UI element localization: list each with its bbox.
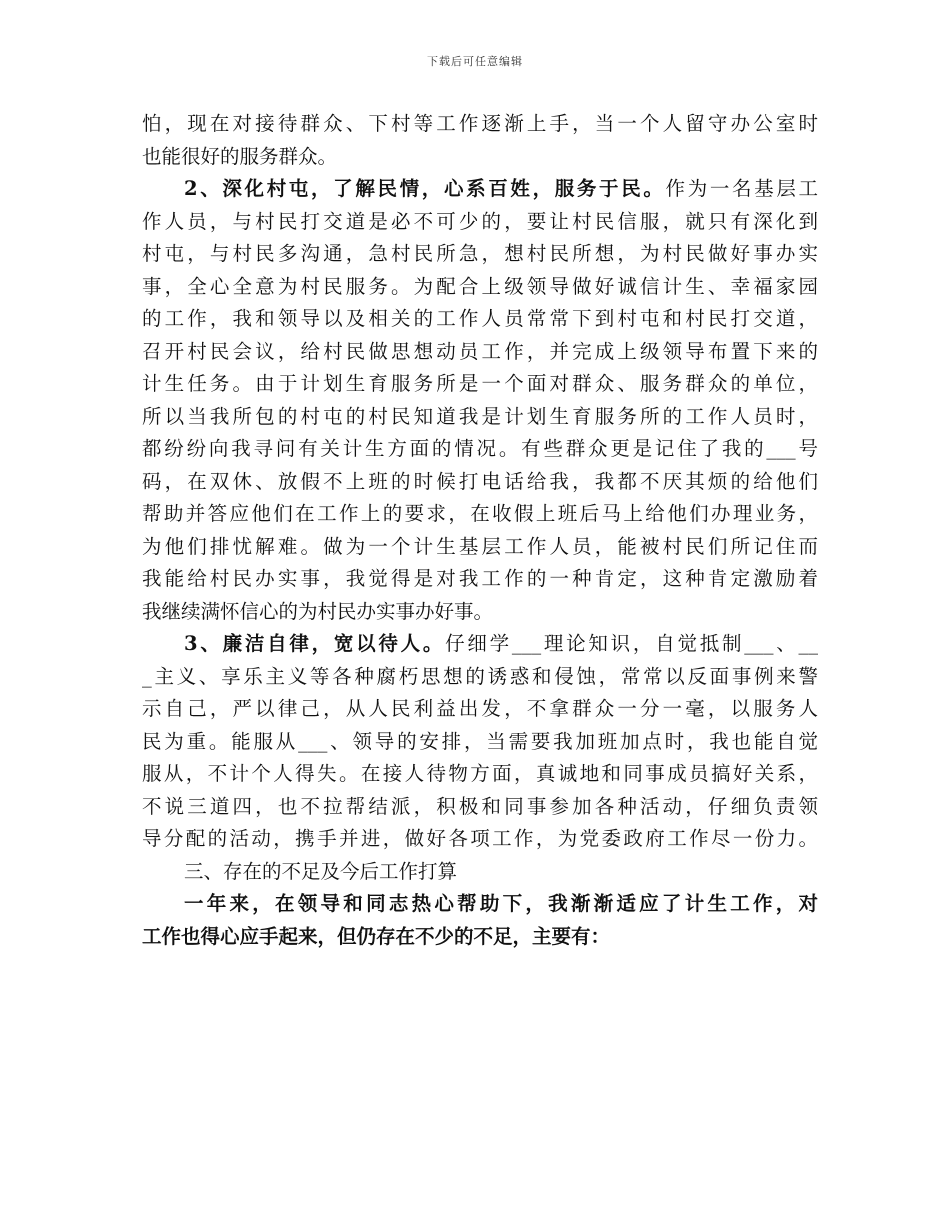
text-line: [142, 596, 818, 629]
text-line: [142, 531, 818, 564]
body-text: 不说三道四，也不拉帮结派，积极和同事参加各种活动，仔细负责领: [142, 794, 818, 818]
body-text: 召开村民会议，给村民做思想动员工作，并完成上级领导布置下来的: [142, 339, 818, 363]
body-text: 作为一名基层工: [665, 177, 818, 200]
text-line: [142, 108, 818, 141]
text-line: [142, 303, 818, 336]
body-text: 仔细学___理论知识，自觉抵制___、__: [445, 632, 818, 655]
body-text: 事，全心全意为村民服务。为配合上级领导做好诚信计生、幸福家园: [142, 274, 818, 298]
text-line: [142, 206, 818, 239]
body-text: 怕，现在对接待群众、下村等工作逐渐上手，当一个人留守办公室时: [142, 112, 818, 135]
body-text: 所以当我所包的村屯的村民知道我是计划生育服务所的工作人员时，: [142, 404, 818, 428]
body-text: 作人员，与村民打交道是必不可少的，要让村民信服，就只有深化到: [142, 209, 818, 233]
body-text: 码，在双休、放假不上班的时候打电话给我，我都不厌其烦的给他们: [142, 469, 818, 493]
body-text: 导分配的活动，携手并进，做好各项工作，为党委政府工作尽一份力。: [142, 827, 818, 850]
body-text: 都纷纷向我寻问有关计生方面的情况。有些群众更是记住了我的___号: [142, 437, 818, 460]
body-text: 服从，不计个人得失。在接人待物方面，真诚地和同事成员搞好关系，: [142, 762, 818, 785]
text-line: [142, 563, 818, 596]
text-line: [142, 401, 818, 434]
bold-lead-text: 2、深化村屯，了解民情，心系百姓，服务于民。: [184, 177, 666, 200]
body-text: 也能很好的服务群众。: [142, 144, 338, 168]
body-text: 我继续满怀信心的为村民办实事办好事。: [142, 599, 494, 623]
body-text: 村屯，与村民多沟通，急村民所急，想村民所想，为村民做好事办实: [142, 242, 818, 265]
body-text: 三、存在的不足及今后工作打算: [184, 859, 458, 883]
text-line: [142, 141, 818, 174]
body-text: 帮助并答应他们在工作上的要求，在收假上班后马上给他们办理业务，: [142, 502, 818, 525]
text-line: [142, 856, 818, 889]
body-text: 计生任务。由于计划生育服务所是一个面对群众、服务群众的单位，: [142, 372, 818, 395]
text-line: [142, 466, 818, 499]
text-line: [142, 498, 818, 531]
body-text: 示自己，严以律己，从人民利益出发，不拿群众一分一毫，以服务人: [142, 697, 818, 720]
body-text: 我能给村民办实事，我觉得是对我工作的一种肯定，这种肯定激励着: [142, 567, 818, 590]
text-line: [142, 823, 818, 856]
text-line: [142, 661, 818, 694]
text-line: [142, 368, 818, 401]
body-text: 的工作，我和领导以及相关的工作人员常常下到村屯和村民打交道，: [142, 307, 818, 330]
text-line: [142, 433, 818, 466]
page-header-note: 下载后可任意编辑: [427, 55, 523, 68]
text-line: [142, 271, 818, 304]
text-line: [142, 921, 818, 954]
body-text: 为他们排忧解难。做为一个计生基层工作人员，能被村民们所记住而: [142, 534, 818, 558]
text-line: [142, 238, 818, 271]
bold-lead-text: 工作也得心应手起来，但仍存在不少的不足，主要有：: [142, 924, 611, 948]
bold-lead-text: 一年来，在领导和同志热心帮助下，我渐渐适应了计生工作，对: [184, 892, 818, 915]
text-line: [142, 791, 818, 824]
document-body: [142, 108, 818, 953]
body-text: _主义、享乐主义等各种腐朽思想的诱惑和侵蚀，常常以反面事例来警: [142, 664, 818, 688]
text-line: [142, 693, 818, 726]
text-line: [142, 336, 818, 369]
text-line: [142, 173, 818, 206]
text-line: [142, 758, 818, 791]
text-line: [142, 888, 818, 921]
text-line: [142, 726, 818, 759]
text-line: [142, 628, 818, 661]
bold-lead-text: 3、廉洁自律，宽以待人。: [184, 632, 446, 655]
body-text: 民为重。能服从___、领导的安排，当需要我加班加点时，我也能自觉: [142, 729, 818, 753]
